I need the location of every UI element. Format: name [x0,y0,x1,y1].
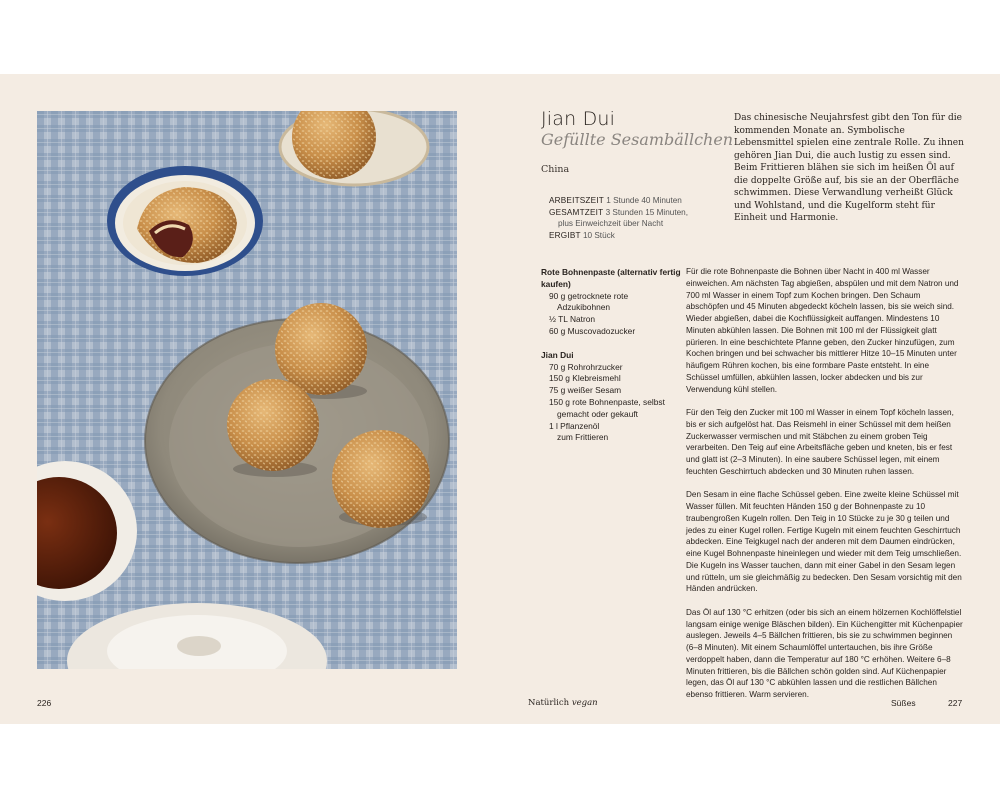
ingredient-text: 60 g Muscovadozucker [549,325,636,336]
ingredient-group-heading: Rote Bohnenpaste (alternativ fertig kaufen) [541,267,681,289]
page-number-left: 226 [37,698,52,708]
method-step: Für den Teig den Zucker mit 100 ml Wasser in einem Topf köcheln lassen, bis er sich aufgelöst hat. Das Reismehl in einer Schüssel mit dem heißen Zuckerwasser vermischen und mit Stäbchen zu einem groben Teig verarbeiten. Den Teig auf eine Arbeitsfläche geben und kneten, bis er fest und glatt ist (2–3 Minuten). In eine saubere Schüssel legen, mit einem feuchten Geschirrtuch abdecken und 30 Minuten ruhen lassen. [686,408,954,476]
ingredient-text-cont: gemacht oder gekauft [557,408,639,419]
ingredient-item [549,385,681,397]
recipe-title: Jian Dui [541,108,616,130]
recipe-subtitle: Gefüllte Sesambällchen [541,130,734,149]
method-step: Den Sesam in eine flache Schüssel geben. Eine zweite kleine Schüssel mit Wasser füllen. Mit feuchten Händen 150 g der Bohnenpaste zu 10 traubengroßen Kugeln rollen. Den Teig in 10 Stücke zu je 30 g teilen und jedes zu einer Kugel rollen. Fertige Kugeln mit einem feuchten Geschirrtuch abdecken. Eine Teigkugel nach der anderen mit dem Daumen eindrücken, eine Kugel Bohnenpaste hineinlegen und wieder mit dem Teig umschließen. Die Kugeln ins Wasser tauchen, dann mit einer Gabel in den Sesam legen und rütteln, um sie gleichmäßig zu bedecken. Den Sesam vorsichtig mit den Händen andrücken. [686,490,962,594]
ingredient-item [549,397,681,421]
ingredient-item [549,326,681,338]
yield [549,230,688,242]
book-title-italic: vegan [571,698,598,708]
intro-text: Das chinesische Neujahrsfest gibt den Ton für die kommenden Monate an. Symbolische Lebensmittel spielen eine zentrale Rolle. Zu ihnen gehören Jian Dui, die auch lustig zu essen sind. Beim Frittieren blähen sie sich im heißen Öl auf die doppelte Größe auf, bis sie an der Oberfläche schwimmen. Diese Verwandlung verheißt Glück und Wohlstand, und die Kugelform steht für Einheit und Harmonie. [734,113,964,223]
total-time [549,207,688,219]
ingredient-group-heading: Jian Dui [541,349,574,360]
prep-time-value: 1 Stunde 40 Minuten [606,196,682,205]
total-time-value: 3 Stunden 15 Minuten, [605,207,688,217]
recipe-origin: China [541,164,570,175]
ingredient-text: ½ TL Natron [549,314,596,325]
page-number-right: 227 [948,698,963,708]
recipe-times [549,195,688,241]
recipe-photo [37,111,457,669]
total-time-note: plus Einweichzeit über Nacht [558,219,664,229]
ingredient-text: 70 g Rohrohrzucker [549,361,623,372]
yield-value: 10 Stück [582,230,615,240]
ingredient-text-cont: Adzukibohnen [557,302,611,313]
method-step: Das Öl auf 130 °C erhitzen (oder bis sich an einem hölzernen Kochlöffelstiel langsam einige wenige Bläschen bilden). Ein Küchengitter mit Küchenpapier auslegen. Jeweils 4–5 Bällchen frittieren, bis sie zu schwimmen beginnen (6–8 Minuten). Mit einem Schaumlöffel untertauchen, bis ihre Größe verdoppelt haben, dann die Temperatur auf 180 °C erhöhen. Weitere 6–8 Minuten frittieren, bis die Bällchen schön golden sind. Auf Küchenpapier legen, das Öl auf 130 °C abkühlen lassen und die restlichen Bällchen ebenso frittieren. Warm servieren. [686,607,963,699]
ingredient-item [549,362,681,374]
book-title [528,698,598,708]
book-title-prefix: Natürlich [528,698,572,708]
ingredient-list [549,291,681,338]
method-step: Für die rote Bohnenpaste die Bohnen über Nacht in 400 ml Wasser einweichen. Am nächsten Tag abgießen, abspülen und mit dem Natron und 700 ml Wasser in einem Topf zum Kochen bringen. Den Schaum abschöpfen und 45 Minuten abgedeckt köcheln lassen, bis sie weich sind. Wieder abgießen, dabei die Kochflüssigkeit auffangen. Mindestens 10 Minuten abkühlen lassen. Die Bohnen mit 100 ml der Flüssigkeit glatt pürieren. In eine beschichtete Pfanne geben, den Zucker hinzufügen, zum Kochen bringen und bei schwacher bis mittlerer Hitze 10–15 Minuten unter häufigem Rühren kochen, bis eine formbare Paste entsteht. In eine Schüssel umfüllen, abkühlen lassen, locker abdecken und bis zur Verwendung kühl stellen. [686,267,959,394]
section-name: Süßes [891,698,916,708]
ingredient-text: 150 g rote Bohnenpaste, selbst [549,396,665,407]
ingredient-text: 150 g Klebreismehl [549,373,621,384]
ingredient-item [549,291,681,315]
method [686,266,964,713]
total-time-label: GESAMTZEIT [549,207,604,217]
sesame-balls-photo [37,111,457,669]
yield-label: ERGIBT [549,230,581,240]
ingredient-item [549,314,681,326]
ingredient-text: 90 g getrocknete rote [549,290,629,301]
ingredient-text: 75 g weißer Sesam [549,385,622,396]
prep-time [549,195,688,207]
recipe-intro [734,112,966,225]
book-spread [0,74,1000,724]
ingredient-item [549,421,681,445]
ingredient-text-cont: zum Frittieren [557,432,609,443]
ingredients [541,267,681,456]
ingredient-list [549,362,681,445]
prep-time-label: ARBEITSZEIT [549,196,604,205]
ingredient-text: 1 l Pflanzenöl [549,420,600,431]
ingredient-item [549,373,681,385]
